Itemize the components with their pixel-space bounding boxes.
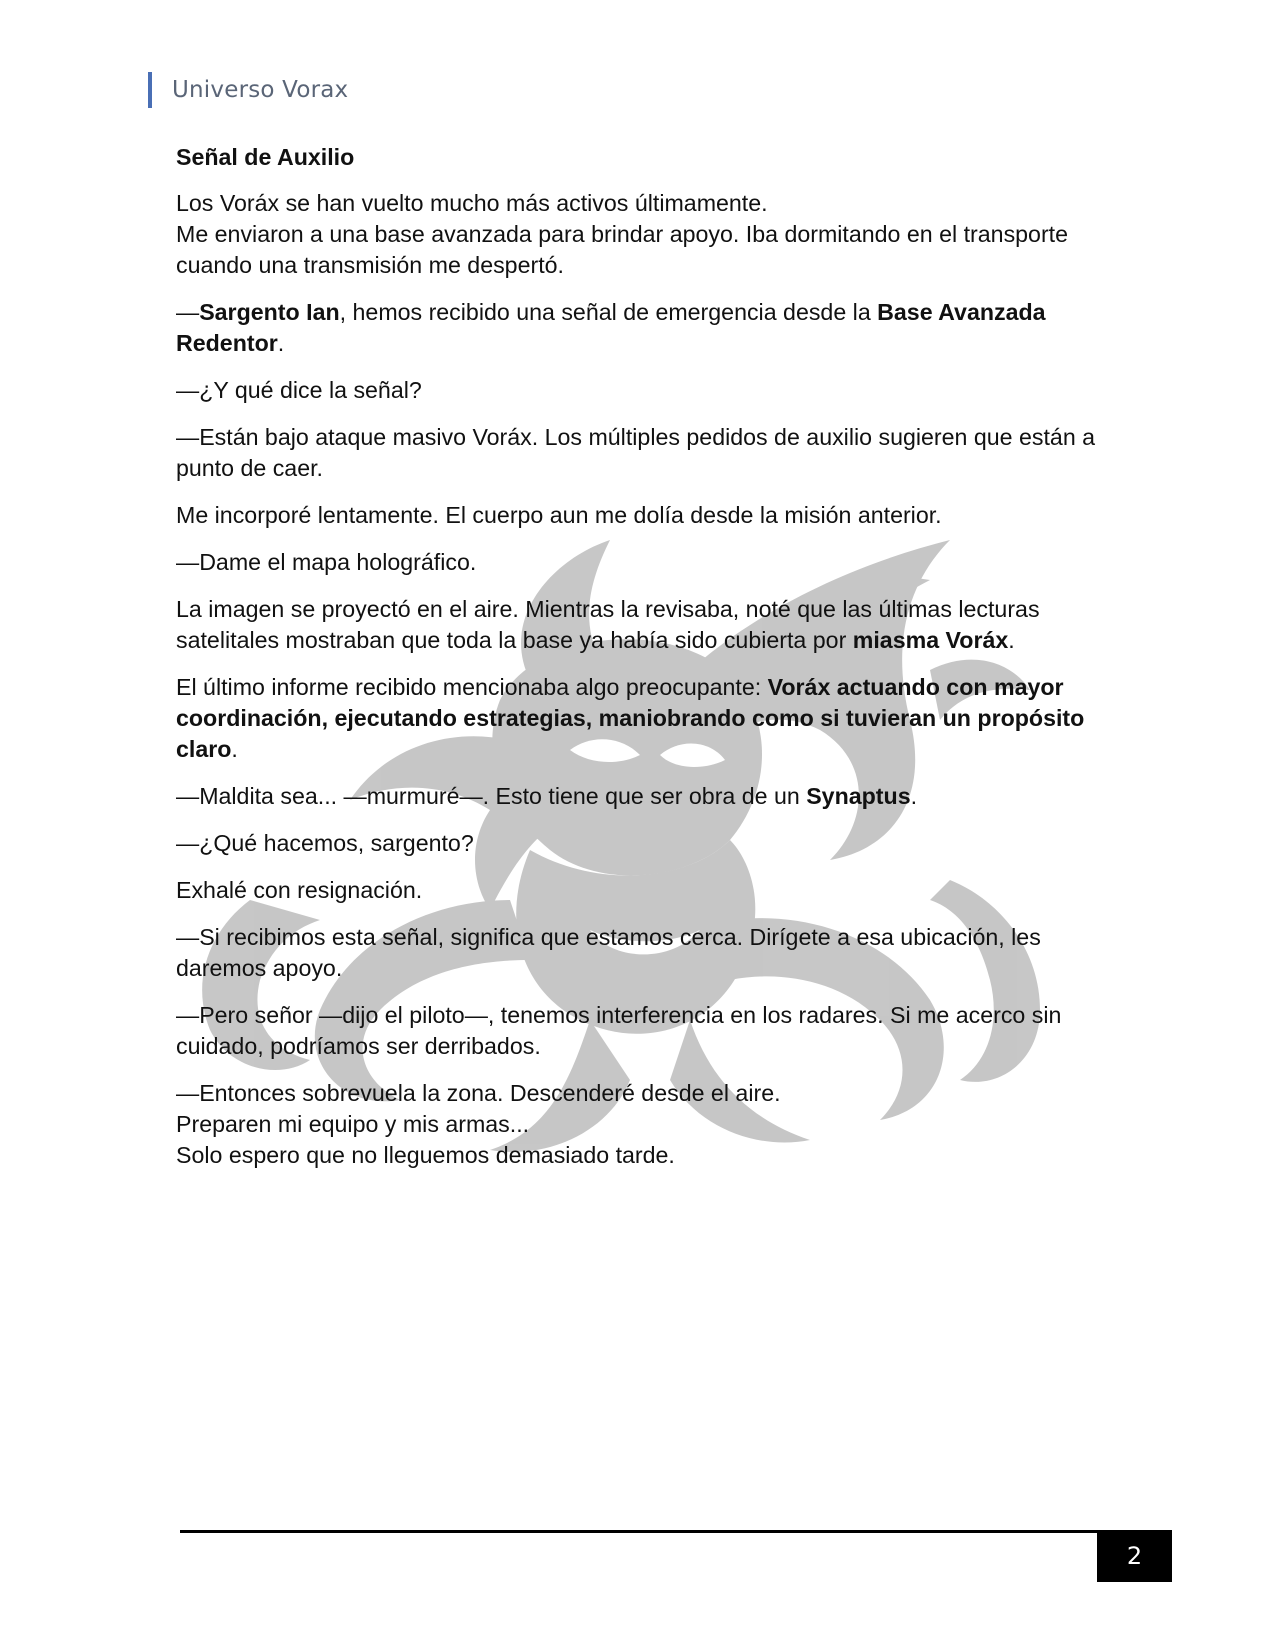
period: .: [1008, 627, 1015, 653]
bold-sargento-ian: Sargento Ian: [199, 299, 340, 325]
paragraph-8: [176, 672, 1106, 765]
paragraph-14-line-2: Preparen mi equipo y mis armas...: [176, 1111, 530, 1137]
bold-vorax-coordinacion: Voráx actuando con mayor coordinación, ejecutando estrategias, maniobrando como si tuvieran un propósito claro: [176, 674, 1085, 762]
paragraph-12: —Si recibimos esta señal, significa que estamos cerca. Dirígete a esa ubicación, les daremos apoyo.: [176, 924, 1041, 981]
paragraph-13: —Pero señor —dijo el piloto—, tenemos interferencia en los radares. Si me acerco sin cuidado, podríamos ser derribados.: [176, 1002, 1062, 1059]
paragraph-7-text: La imagen se proyectó en el aire. Mientras la revisaba, noté que las últimas lecturas satelitales mostraban que toda la base ya había sido cubierta por: [176, 596, 1040, 653]
paragraph-11: Exhalé con resignación.: [176, 877, 423, 903]
paragraph-14: [176, 1078, 1106, 1171]
paragraph-10: —¿Qué hacemos, sargento?: [176, 830, 474, 856]
header-accent-bar: [148, 72, 152, 108]
paragraph-4: —Están bajo ataque masivo Voráx. Los múltiples pedidos de auxilio sugieren que están a punto de caer.: [176, 424, 1096, 481]
paragraph-9: [176, 781, 1106, 812]
paragraph-5: Me incorporé lentamente. El cuerpo aun me dolía desde la misión anterior.: [176, 502, 942, 528]
paragraph-9-text: —Maldita sea... —murmuré—. Esto tiene que ser obra de un: [176, 783, 807, 809]
period: .: [277, 330, 285, 356]
paragraph-8-text: El último informe recibido mencionaba algo preocupante:: [176, 674, 768, 700]
paragraph-1: [176, 188, 1106, 281]
page-number-box: [1097, 1530, 1172, 1582]
paragraph-14-line-1: —Entonces sobrevuela la zona. Descenderé desde el aire.: [176, 1080, 781, 1106]
paragraph-2-text: , hemos recibido una señal de emergencia desde la: [339, 299, 878, 325]
document-title: Señal de Auxilio: [176, 144, 355, 170]
paragraph-6: —Dame el mapa holográfico.: [176, 549, 477, 575]
document-body: [176, 142, 1106, 1187]
bold-miasma-vorax: miasma Voráx: [852, 627, 1009, 653]
paragraph-3: —¿Y qué dice la señal?: [176, 377, 422, 403]
footer-rule: [180, 1530, 1100, 1533]
paragraph-7: [176, 594, 1106, 656]
page-header: [148, 72, 348, 108]
period: .: [910, 783, 918, 809]
paragraph-2: [176, 297, 1106, 359]
dash: —: [176, 299, 200, 325]
period: .: [231, 736, 238, 762]
paragraph-1-line-1: Los Voráx se han vuelto mucho más activos últimamente.: [176, 190, 768, 216]
paragraph-14-line-3: Solo espero que no lleguemos demasiado tarde.: [176, 1142, 675, 1168]
header-title: Universo Vorax: [172, 77, 349, 103]
bold-base-avanzada: Base Avanzada Redentor: [176, 299, 1046, 356]
paragraph-1-line-2: Me enviaron a una base avanzada para brindar apoyo. Iba dormitando en el transporte cuando una transmisión me despertó.: [176, 221, 1069, 278]
bold-synaptus: Synaptus: [806, 783, 911, 809]
page-number: 2: [1126, 1542, 1143, 1570]
